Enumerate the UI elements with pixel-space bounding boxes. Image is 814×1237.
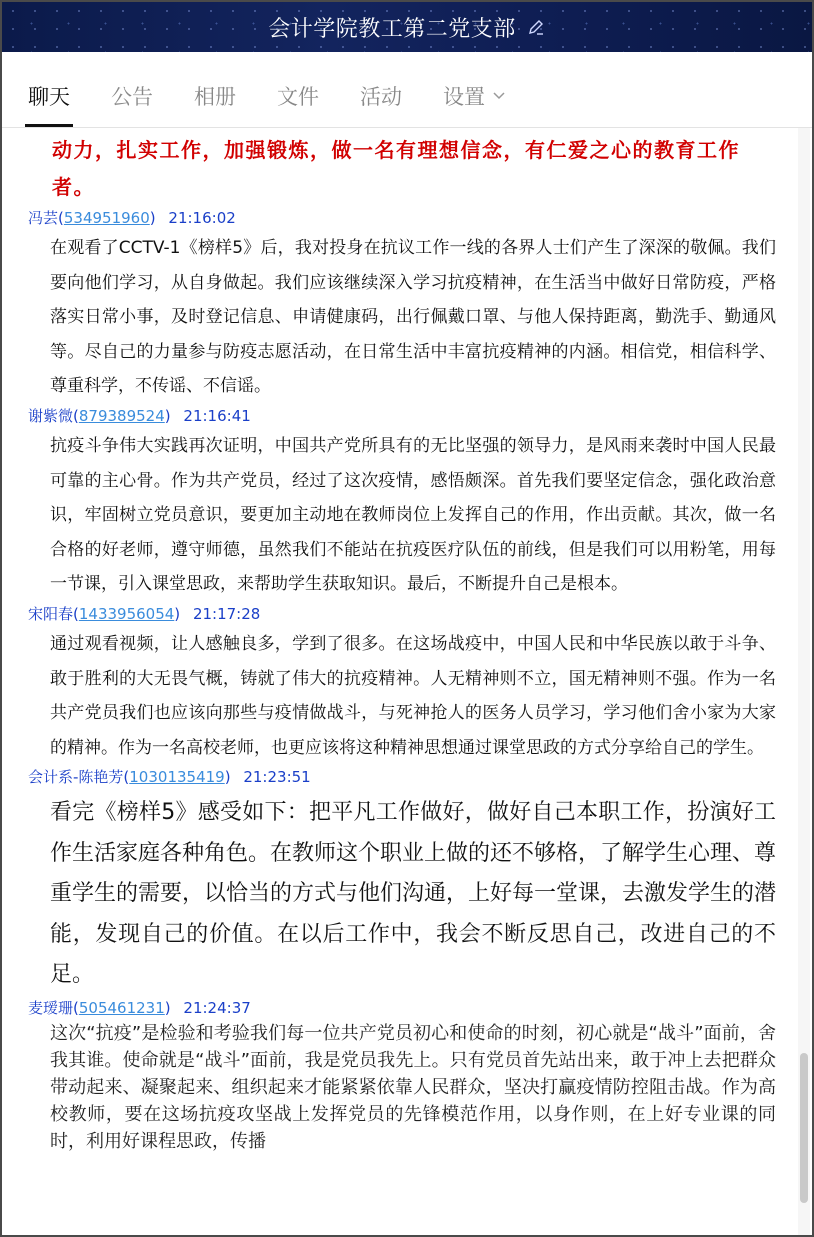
tab-label: 设置: [443, 85, 485, 109]
sender-close-paren: ): [164, 998, 171, 1017]
chevron-down-icon: [493, 92, 505, 100]
message-header: [2, 605, 798, 623]
sender-qq[interactable]: 534951960: [63, 209, 150, 227]
message-text: 通过观看视频，让人感触良多，学到了很多。在这场战疫中，中国人民和中华民族以敢于斗争、敢于胜利的大无畏气概，铸就了伟大的抗疫精神。人无精神则不立，国无精神则不强。作为一名共产党员我们也应该向那些与疫情做战斗，与死神抢人的医务人员学习，学习他们舍小家为大家的精神。作为一名高校老师，也更应该将这种精神思想通过课堂思政的方式分享给自己的学生。: [50, 633, 776, 758]
tab-label: 公告: [111, 85, 153, 109]
sender-close-paren: ): [174, 604, 181, 623]
sender-qq[interactable]: 879389524: [78, 406, 165, 425]
tab-files[interactable]: [277, 81, 319, 127]
edit-pencil-icon[interactable]: [526, 17, 546, 37]
tab-activities[interactable]: [360, 81, 402, 127]
message-text: 看完《榜样5》感受如下：把平凡工作做好，做好自己本职工作，扮演好工作生活家庭各种角色。在教师这个职业上做的还不够格，了解学生心理、尊重学生的需要，以恰当的方式与他们沟通，上好每一堂课，去激发学生的潜能，发现自己的价值。在以后工作中，我会不断反思自己，改进自己的不足。: [50, 800, 777, 988]
tab-settings[interactable]: [443, 81, 505, 127]
sender-qq[interactable]: 505461231: [78, 998, 165, 1017]
sender-qq[interactable]: 1030135419: [129, 768, 225, 787]
scrollbar-thumb[interactable]: [800, 1053, 808, 1203]
message-text: 这次“抗疫”是检验和考验我们每一位共产党员初心和使命的时刻，初心就是“战斗”面前，舍我其谁。使命就是“战斗”面前，我是党员我先上。只有党员首先站出来，敢于冲上去把群众带动起来、凝聚起来、组织起来才能紧紧依靠人民群众，坚决打赢疫情防控阻击战。作为高校教师，要在这场抗疫攻坚战上发挥党员的先锋模范作用，以身作则，在上好专业课的同时，利用好课程思政，传播: [50, 1022, 776, 1152]
sender-name[interactable]: 会计系-陈艳芳(: [28, 768, 130, 787]
scroll-down-arrow-icon[interactable]: [800, 1227, 808, 1235]
message-header: [2, 999, 798, 1017]
tab-chat[interactable]: [28, 81, 70, 127]
message-time: 21:24:37: [183, 998, 251, 1017]
message-time: 21:16:02: [168, 209, 236, 227]
vertical-scrollbar[interactable]: [798, 128, 810, 1237]
message-time: 21:23:51: [243, 768, 311, 787]
tab-label: 文件: [277, 85, 319, 109]
sender-close-paren: ): [149, 209, 156, 227]
message-text: 抗疫斗争伟大实践再次证明，中国共产党所具有的无比坚强的领导力，是风雨来袭时中国人民最可靠的主心骨。作为共产党员，经过了这次疫情，感悟颇深。首先我们要坚定信念，强化政治意识，牢固树立党员意识，要更加主动地在教师岗位上发挥自己的作用，作出贡献。其次，做一名合格的好老师，遵守师德，虽然我们不能站在抗疫医疗队伍的前线，但是我们可以用粉笔，用每一节课，引入课堂思政，来帮助学生获取知识。最后，不断提升自己是根本。: [50, 435, 776, 595]
highlighted-message-text: 动力，扎实工作，加强锻炼，做一名有理想信念，有仁爱之心的教育工作者。: [52, 138, 740, 199]
tab-bar: [2, 52, 812, 128]
message-text: 在观看了CCTV-1《榜样5》后，我对投身在抗议工作一线的各界人士们产生了深深的敬佩。我们要向他们学习，从自身做起。我们应该继续深入学习抗疫精神，在生活当中做好日常防疫，严格落实日常小事，及时登记信息、申请健康码，出行佩戴口罩、与他人保持距离，勤洗手、勤通风等。尽自己的力量参与防疫志愿活动，在日常生活中丰富抗疫精神的内涵。相信党，相信科学、尊重科学，不传谣、不信谣。: [50, 238, 776, 397]
tab-label: 相册: [194, 85, 236, 109]
tab-label: 聊天: [28, 85, 70, 109]
message-time: 21:17:28: [192, 604, 261, 623]
sender-name[interactable]: 麦瑷珊(: [28, 998, 79, 1017]
title-bar: [2, 2, 812, 52]
tab-announcement[interactable]: [111, 81, 153, 127]
tab-label: 活动: [360, 85, 402, 109]
tab-album[interactable]: [194, 81, 236, 127]
chat-message-list[interactable]: [2, 128, 798, 1237]
message-header: [2, 407, 798, 425]
message-time: 21:16:41: [183, 406, 251, 425]
group-title: 会计学院教工第二党支部: [268, 16, 516, 42]
sender-close-paren: ): [224, 768, 231, 787]
sender-name[interactable]: 冯芸(: [28, 209, 64, 227]
message-header: [2, 768, 798, 786]
sender-qq[interactable]: 1433956054: [78, 604, 175, 623]
sender-name[interactable]: 谢紫微(: [28, 406, 79, 425]
sender-close-paren: ): [164, 406, 171, 425]
sender-name[interactable]: 宋阳春(: [28, 604, 79, 623]
message-header: [2, 209, 798, 227]
